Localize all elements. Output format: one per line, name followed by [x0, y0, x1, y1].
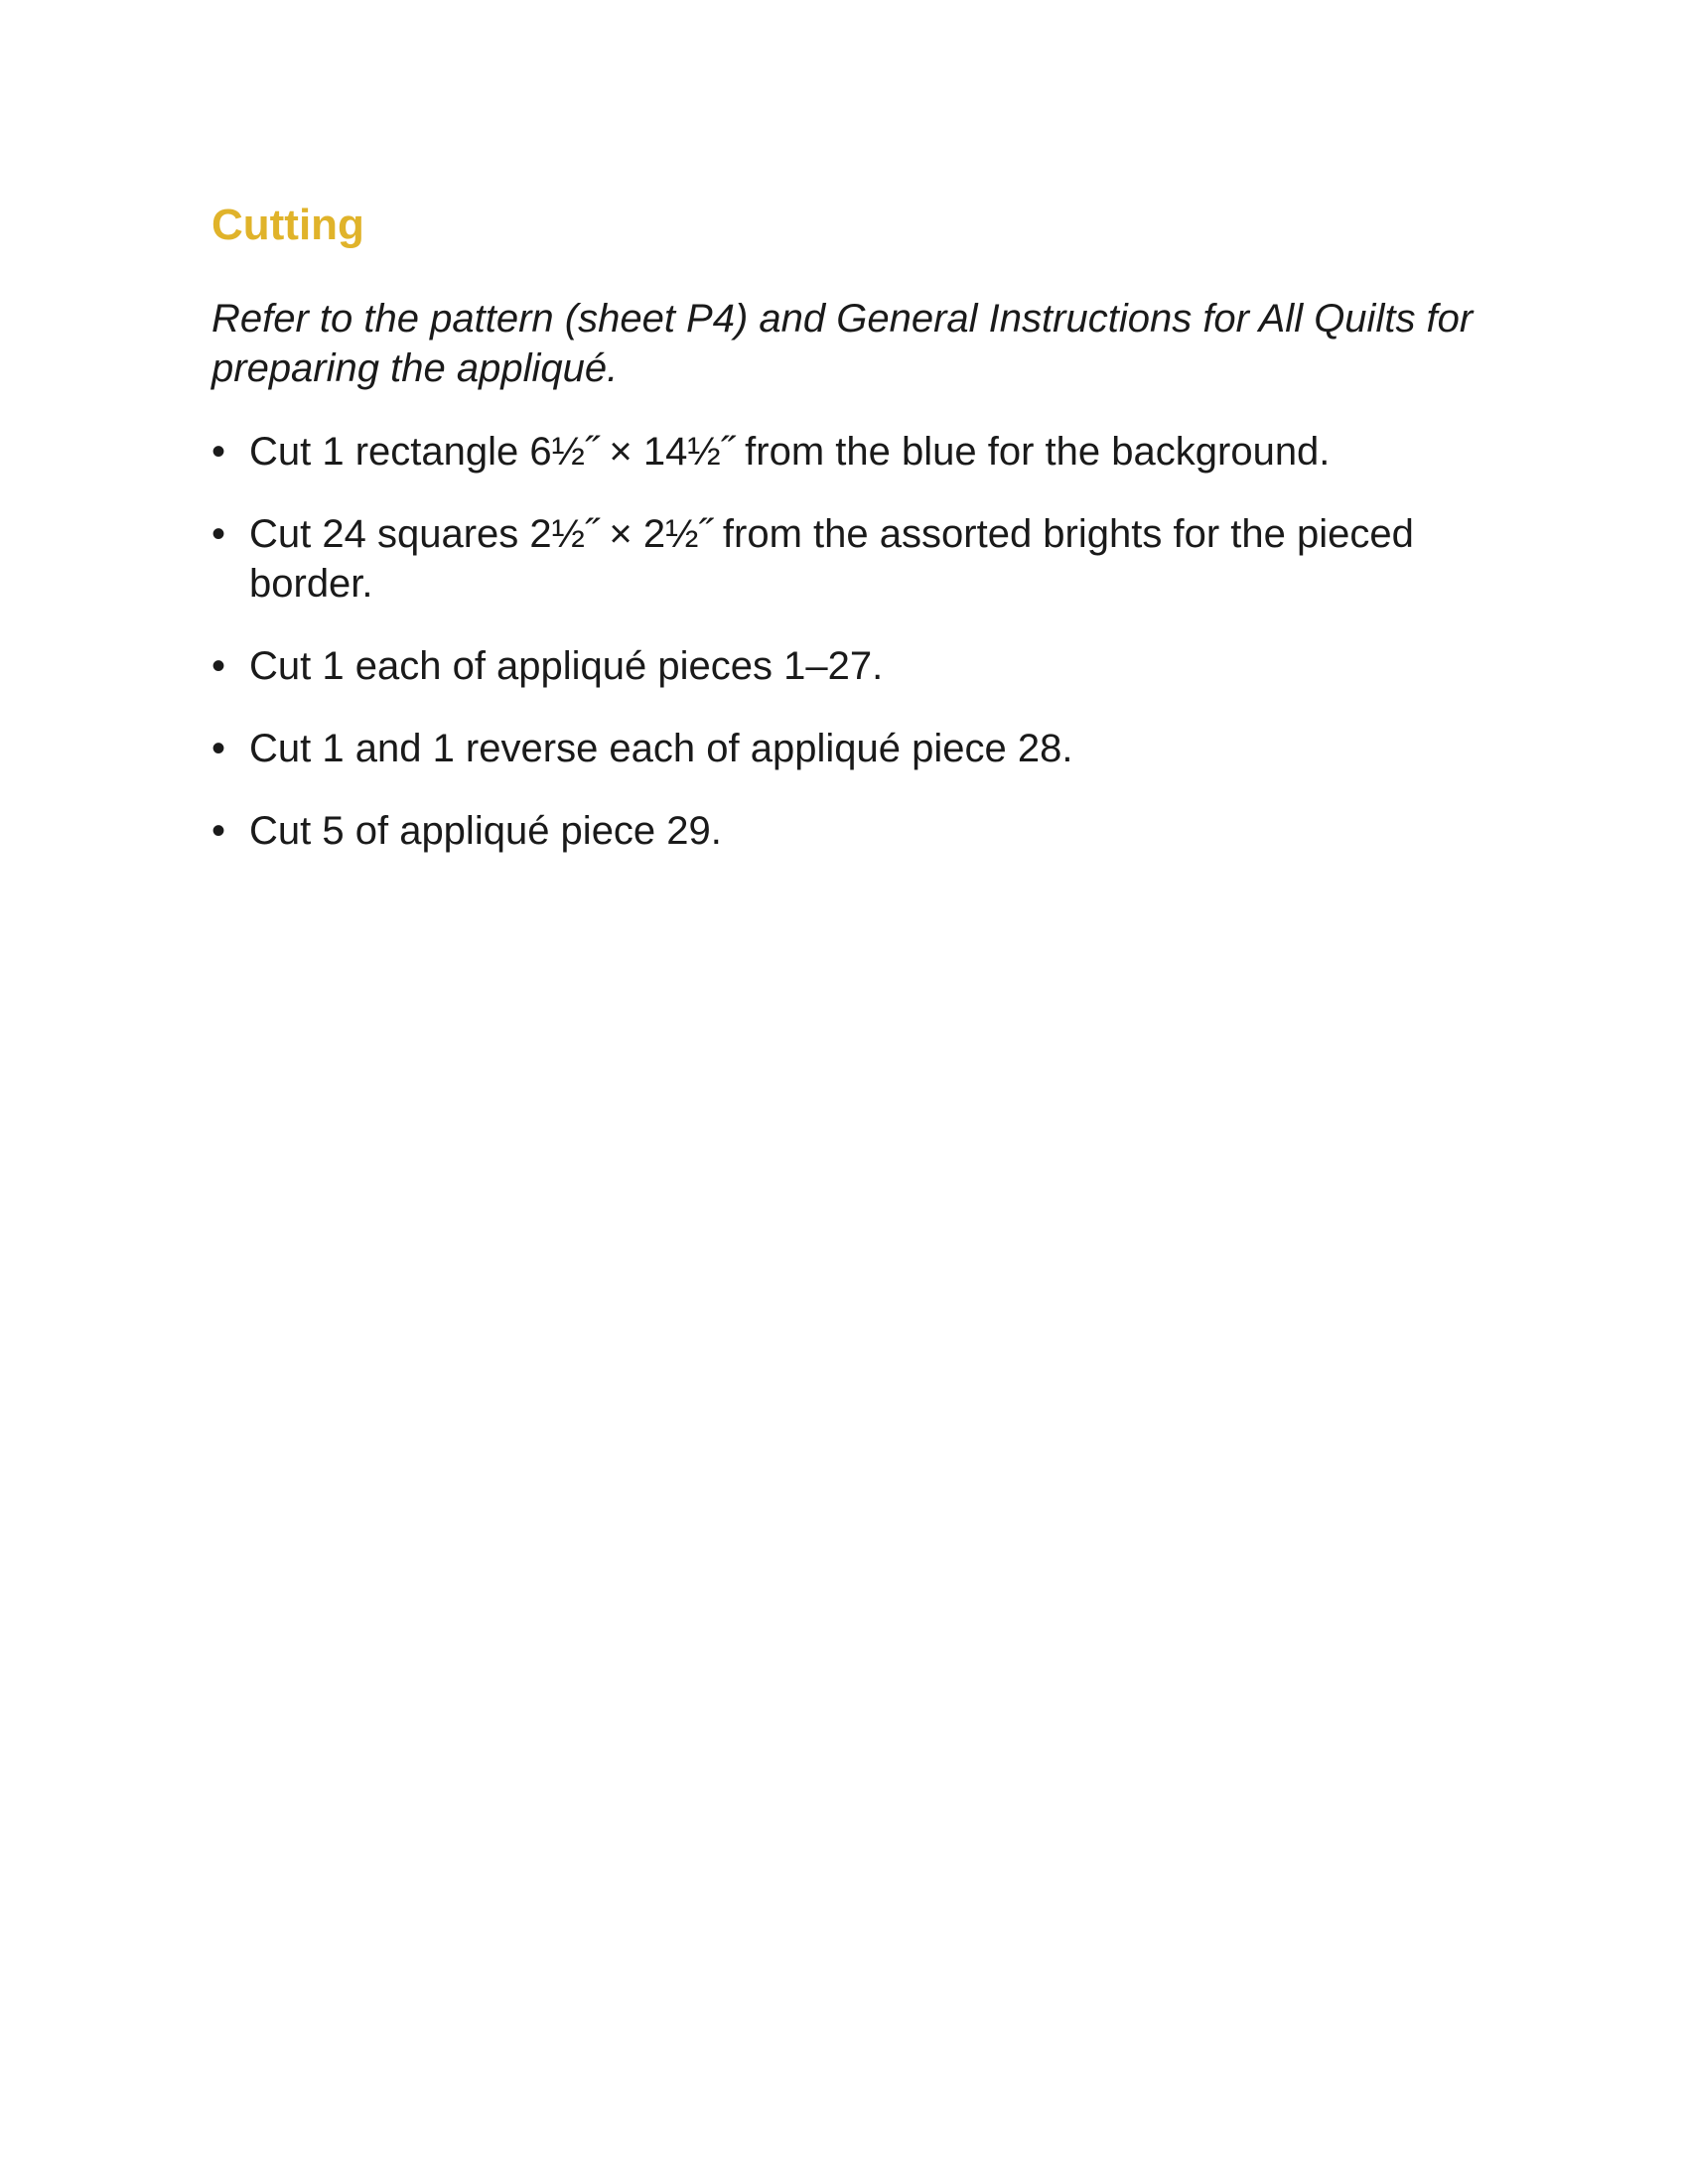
- list-item: [211, 806, 1502, 856]
- list-item: [211, 427, 1502, 477]
- list-item-text: Cut 1 rectangle 6½˝ × 14½˝ from the blue for the background.: [249, 430, 1331, 474]
- intro-paragraph: Refer to the pattern (sheet P4) and General Instructions for All Quilts for preparing the appliqué.: [211, 297, 1474, 390]
- bullet-icon: •: [211, 727, 226, 770]
- list-item-text: Cut 24 squares 2½˝ × 2½˝ from the assorted brights for the pieced border.: [249, 512, 1414, 606]
- list-item: [211, 509, 1502, 609]
- bullet-icon: •: [211, 644, 226, 688]
- list-item: [211, 641, 1502, 691]
- list-item-text: Cut 5 of appliqué piece 29.: [249, 809, 722, 853]
- section-heading: Cutting: [211, 201, 364, 249]
- bullet-icon: •: [211, 512, 226, 556]
- list-item-text: Cut 1 and 1 reverse each of appliqué piece 28.: [249, 727, 1073, 770]
- bullet-icon: •: [211, 430, 226, 474]
- cutting-list: [211, 427, 1502, 856]
- bullet-icon: •: [211, 809, 226, 853]
- document-page: [211, 199, 1502, 888]
- list-item-text: Cut 1 each of appliqué pieces 1–27.: [249, 644, 884, 688]
- list-item: [211, 724, 1502, 773]
